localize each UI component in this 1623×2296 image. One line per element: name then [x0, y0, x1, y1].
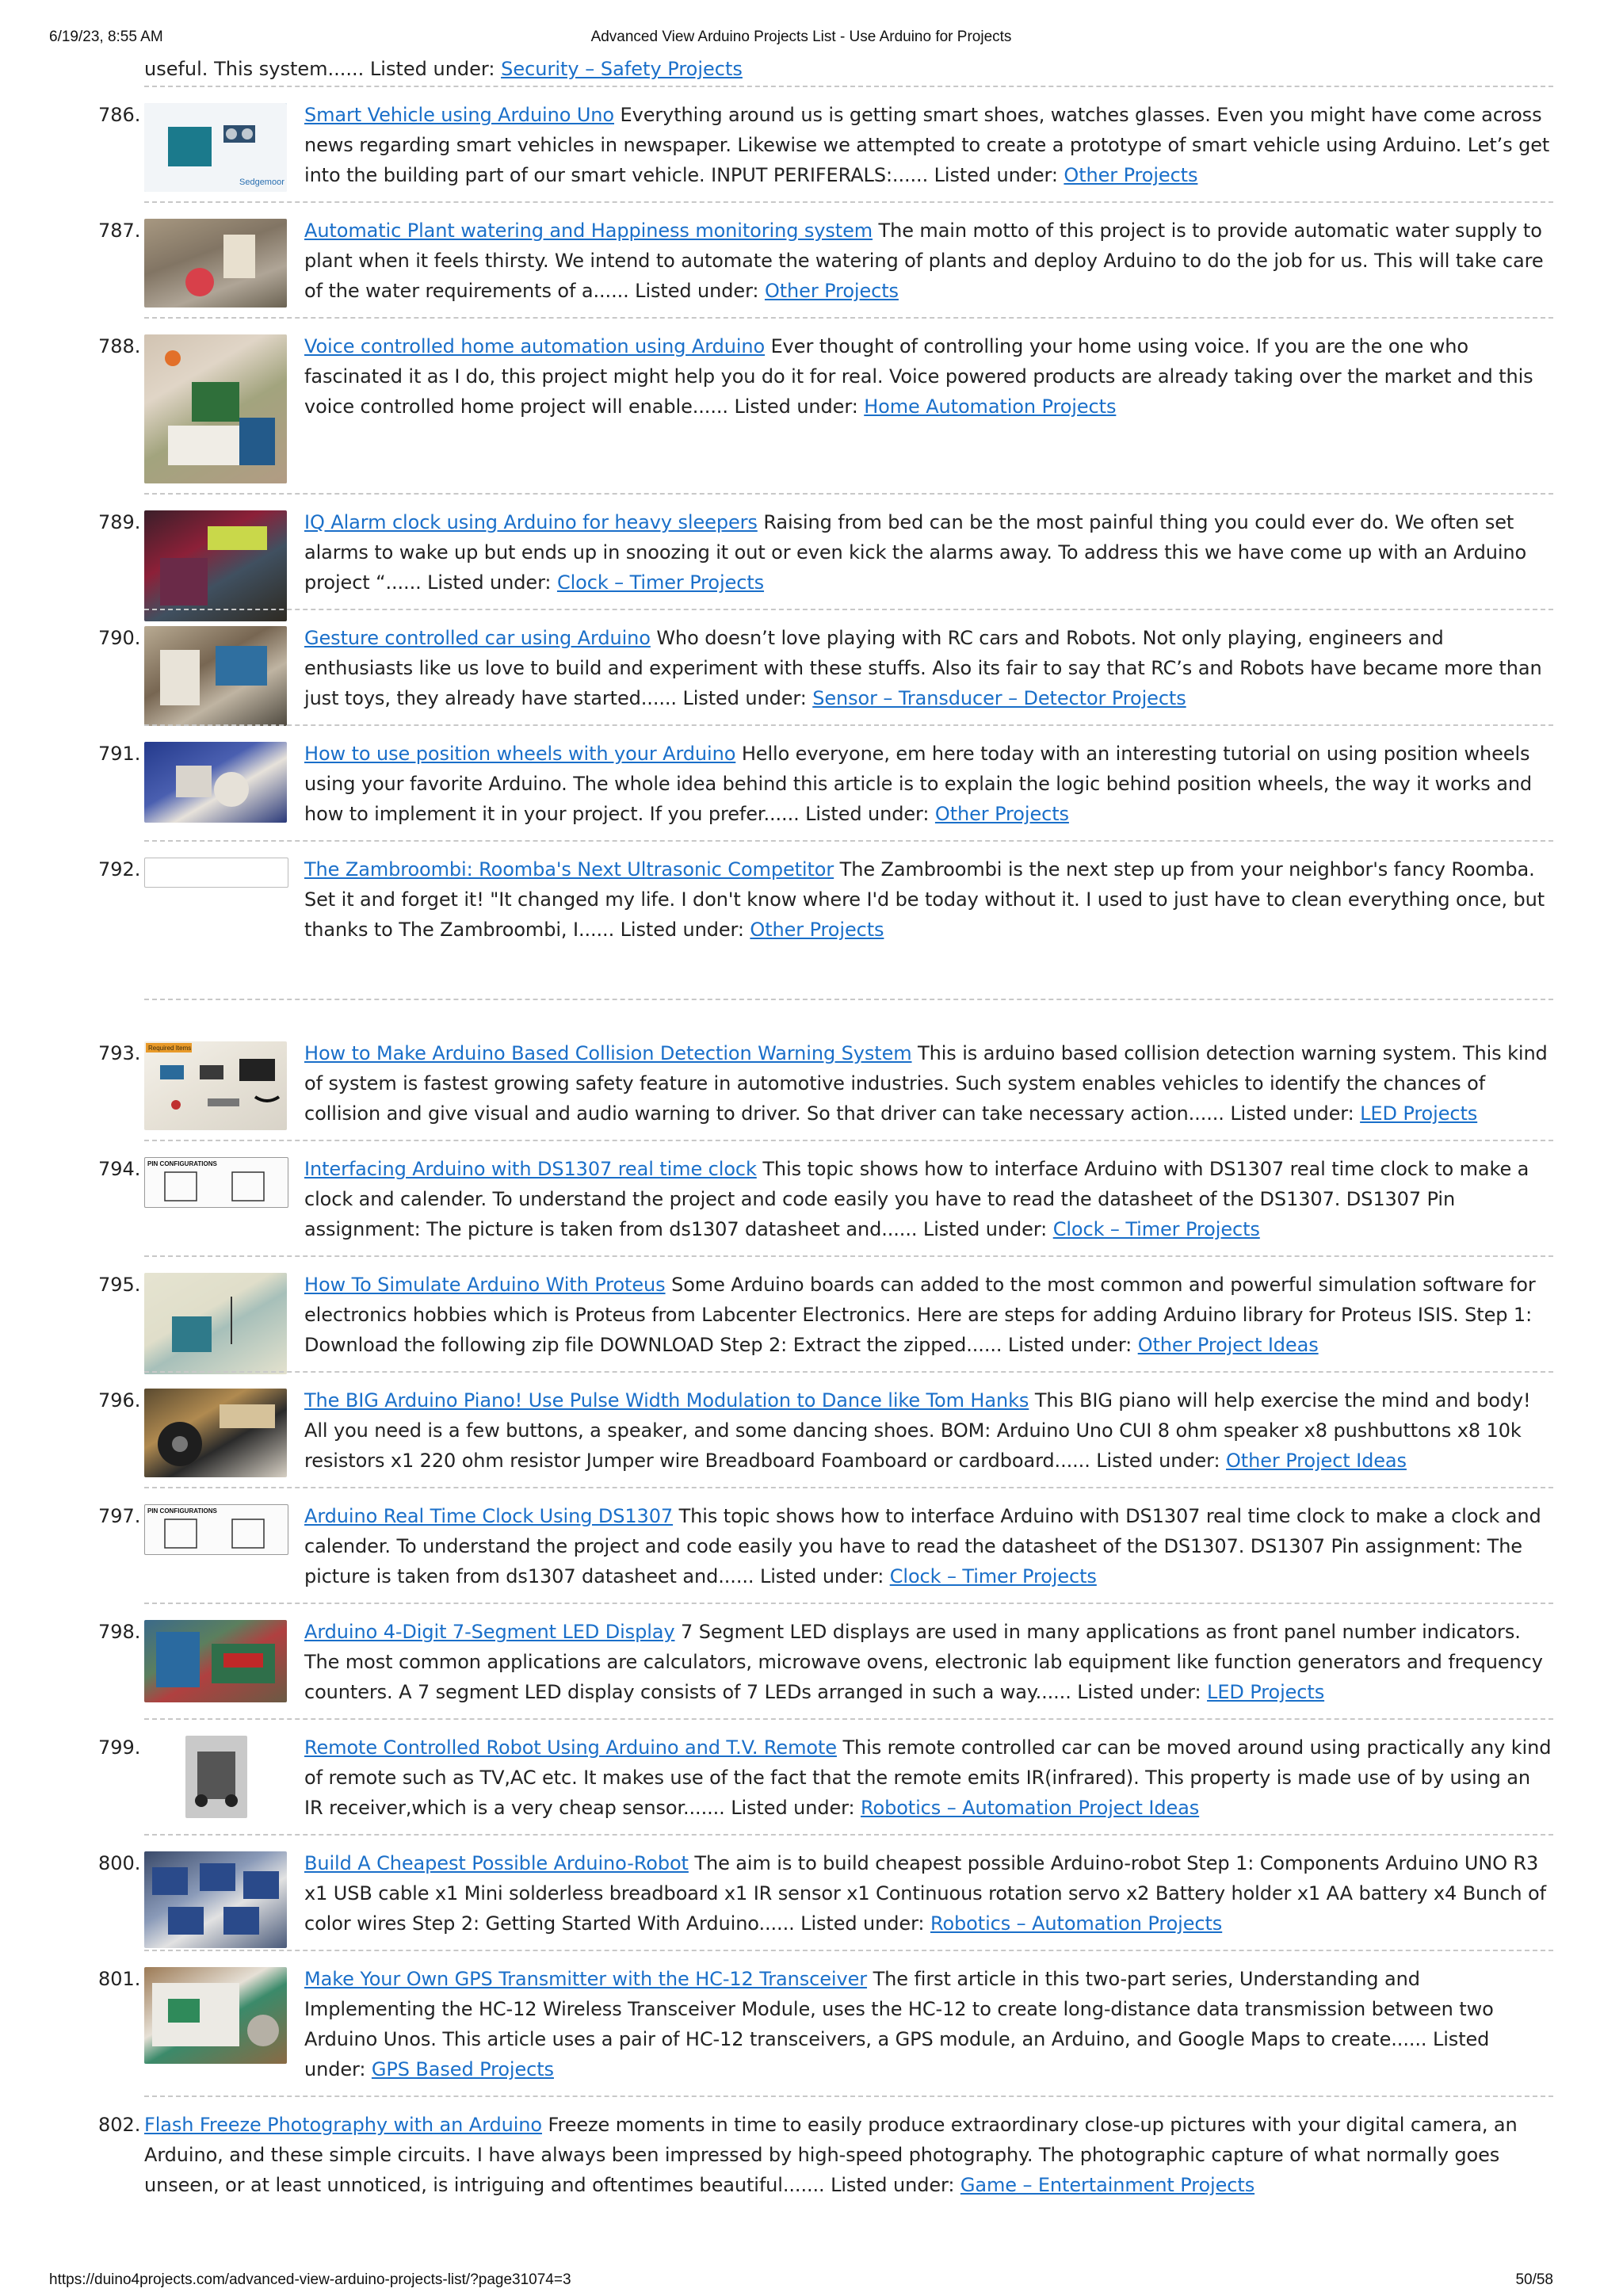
project-description: Some Arduino boards can added to the most common and powerful simulation software for electronics hobbies which is Proteus from Labcenter Electronics. Here are steps for adding Arduino library for Proteus ISIS. Step 1: Download the following zip file DOWNLOAD Step 2: Extract the zipped...... Listed under: — [304, 1274, 1536, 1356]
project-title-link[interactable]: Flash Freeze Photography with an Arduino — [144, 2114, 542, 2136]
item-text — [304, 1964, 1553, 2084]
item-number: 800. — [98, 1852, 141, 1874]
project-title-link[interactable]: Automatic Plant watering and Happiness monitoring system — [304, 220, 873, 242]
category-link[interactable]: Robotics – Automation Project Ideas — [861, 1797, 1200, 1819]
project-thumbnail[interactable] — [144, 1620, 287, 1702]
category-link[interactable]: Other Projects — [934, 803, 1069, 825]
item-number: 802. — [98, 2114, 141, 2136]
item-text — [304, 100, 1553, 190]
project-description: Raising from bed can be the most painful thing you could ever do. We often set alarms to wake up but ends up in snoozing it out or even kick the alarms away. To address this we have come up with an Arduino project “...... Listed under: — [304, 511, 1527, 594]
item-text — [304, 1154, 1553, 1244]
list-item — [98, 317, 1553, 493]
item-text — [304, 1270, 1553, 1360]
project-description: The Zambroombi is the next step up from your neighbor's fancy Roomba. Set it and forget it! "It changed my life. I don't know where I'd be today without it. I used to just have to clean everything once, but thanks to The Zambroombi, I...... Listed under: — [304, 858, 1545, 941]
item-number: 792. — [98, 858, 141, 881]
project-description: This is arduino based collision detection warning system. This kind of system is fastest growing safety feature in automotive industries. Such system enables vehicles to identify the chances of collision and give visual and audio warning to driver. So that driver can take necessary action...... Listed under: — [304, 1042, 1548, 1125]
item-number: 793. — [98, 1042, 141, 1064]
intro-continuation: useful. This system...... Listed under: Security – Safety Projects — [144, 58, 743, 80]
item-number: 797. — [98, 1505, 141, 1527]
item-text — [304, 331, 1553, 422]
project-description: The first article in this two-part series, Understanding and Implementing the HC-12 Wireless Transceiver Module, uses the HC-12 to create long-distance data transmission between two Arduino Unos. This article uses a pair of HC-12 transceivers, a GPS module, an Arduino, and Google Maps to create...... Listed under: — [304, 1968, 1494, 2080]
project-thumbnail[interactable] — [144, 1851, 287, 1948]
list-item — [98, 724, 1553, 840]
project-thumbnail[interactable] — [144, 1041, 287, 1130]
project-title-link[interactable]: Build A Cheapest Possible Arduino-Robot — [304, 1852, 689, 1874]
item-text — [304, 1733, 1553, 1823]
project-title-link[interactable]: Smart Vehicle using Arduino Uno — [304, 104, 615, 126]
item-number: 788. — [98, 335, 141, 357]
item-text — [144, 2110, 1553, 2200]
project-description: The main motto of this project is to provide automatic water supply to plant when it feels thirsty. We intend to automate the watering of plants and deploy Arduino to do the job for us. This will take care of the water requirements of a...... Listed under: — [304, 220, 1544, 302]
print-url: https://duino4projects.com/advanced-view-arduino-projects-list/?page31074=3 — [49, 2271, 571, 2288]
item-number: 791. — [98, 743, 141, 765]
item-number: 794. — [98, 1158, 141, 1180]
project-description: Everything around us is getting smart shoes, watches glasses. Even you might have come across news regarding smart vehicles in newspaper. Likewise we attempted to create a prototype of smart vehicle using Arduino. Let’s get into the building part of our smart vehicle. INPUT PERIFERALS:...... Listed under: — [304, 104, 1550, 186]
item-number: 786. — [98, 104, 141, 126]
print-title: Advanced View Arduino Projects List - Use Arduino for Projects — [590, 29, 1012, 45]
project-title-link[interactable]: How to use position wheels with your Arduino — [304, 743, 736, 765]
project-title-link[interactable]: Arduino 4-Digit 7-Segment LED Display — [304, 1621, 675, 1643]
item-number: 796. — [98, 1389, 141, 1412]
broken-image-icon[interactable] — [144, 858, 288, 888]
category-link[interactable]: Other Project Ideas — [1226, 1450, 1407, 1472]
item-number: 789. — [98, 511, 141, 533]
project-thumbnail[interactable] — [144, 1157, 288, 1208]
category-link[interactable]: Sensor – Transducer – Detector Projects — [812, 687, 1186, 709]
print-datetime: 6/19/23, 8:55 AM — [49, 29, 163, 45]
project-thumbnail[interactable] — [144, 1504, 288, 1555]
project-description: This topic shows how to interface Arduino with DS1307 real time clock to make a clock and calender. To understand the project and code easily you have to read the datasheet of the DS1307. DS1307 Pin assignment: The picture is taken from ds1307 datasheet and...... Listed under: — [304, 1158, 1529, 1240]
category-link[interactable]: Clock – Timer Projects — [889, 1565, 1097, 1587]
category-link[interactable]: Other Project Ideas — [1137, 1334, 1319, 1356]
category-link[interactable]: Clock – Timer Projects — [556, 571, 765, 594]
list-item — [98, 1834, 1553, 1950]
project-title-link[interactable]: The BIG Arduino Piano! Use Pulse Width Modulation to Dance like Tom Hanks — [304, 1389, 1029, 1412]
project-description: This remote controlled car can be moved around using practically any kind of remote such as TV,AC etc. It makes use of the fact that the remote emits IR(infrared). This property is made use of by using an IR receiver,which is a very cheap sensor....... Listed under: — [304, 1736, 1552, 1819]
item-text — [304, 739, 1553, 829]
item-text — [304, 1617, 1553, 1707]
project-description: Who doesn’t love playing with RC cars and Robots. Not only playing, engineers and enthusiasts like us love to build and experiment with these stuffs. Also its fair to say that RC’s and Robots have became more than just toys, they already have started...... Listed under: — [304, 627, 1542, 709]
list-item — [98, 1255, 1553, 1371]
project-title-link[interactable]: Make Your Own GPS Transmitter with the HC-12 Transceiver — [304, 1968, 868, 1990]
thumbnail-label: Required Items — [148, 1045, 192, 1052]
list-item — [98, 1487, 1553, 1603]
item-text — [304, 1848, 1553, 1939]
category-link[interactable]: Robotics – Automation Projects — [930, 1912, 1223, 1935]
project-thumbnail[interactable] — [144, 103, 287, 192]
project-title-link[interactable]: Remote Controlled Robot Using Arduino and T.V. Remote — [304, 1736, 837, 1759]
item-text — [304, 854, 1553, 945]
category-link[interactable]: Home Automation Projects — [864, 395, 1117, 418]
project-description: Hello everyone, em here today with an interesting tutorial on using position wheels using your favorite Arduino. The whole idea behind this article is to explain the logic behind position wheels, the way it works and how to implement it in your project. If you prefer...... Listed under: — [304, 743, 1533, 825]
project-title-link[interactable]: Voice controlled home automation using Arduino — [304, 335, 766, 357]
project-title-link[interactable]: How to Make Arduino Based Collision Detection Warning System — [304, 1042, 912, 1064]
list-item — [98, 609, 1553, 724]
project-thumbnail[interactable] — [144, 1967, 287, 2064]
category-link[interactable]: LED Projects — [1207, 1681, 1325, 1703]
project-title-link[interactable]: How To Simulate Arduino With Proteus — [304, 1274, 666, 1296]
page-counter: 50/58 — [1515, 2271, 1553, 2288]
project-description: This topic shows how to interface Arduino with DS1307 real time clock to make a clock and calender. To understand the project and code easily you have to read the datasheet of the DS1307. DS1307 Pin assignment: The picture is taken from ds1307 datasheet and...... Listed under: — [304, 1505, 1541, 1587]
list-item — [98, 2095, 1553, 2211]
project-thumbnail[interactable] — [144, 219, 287, 308]
project-thumbnail[interactable] — [144, 742, 287, 823]
project-description: The aim is to build cheapest possible Arduino-robot Step 1: Components Arduino UNO R3 x1 USB cable x1 Mini solderless breadboard x1 IR sensor x1 Continuous rotation servo x2 Battery holder x1 AA battery x4 Bunch of color wires Step 2: Getting Started With Arduino...... Listed under: — [304, 1852, 1546, 1935]
item-number: 798. — [98, 1621, 141, 1643]
thumbnail-label: PIN CONFIGURATIONS — [147, 1507, 217, 1515]
item-text — [304, 1038, 1553, 1129]
project-title-link[interactable]: Arduino Real Time Clock Using DS1307 — [304, 1505, 674, 1527]
list-item — [98, 201, 1553, 317]
project-thumbnail[interactable] — [144, 334, 287, 483]
item-text — [304, 507, 1553, 598]
list-item — [98, 1718, 1553, 1834]
project-title-link[interactable]: IQ Alarm clock using Arduino for heavy sleepers — [304, 511, 758, 533]
list-item — [98, 1950, 1553, 2095]
item-text — [304, 1385, 1553, 1476]
list-item — [98, 840, 1553, 999]
project-description: Ever thought of controlling your home using voice. If you are the one who fascinated it as I do, this project might help you do it for real. Voice powered products are already taking over the market and this voice controlled home project will enable...... Listed under: — [304, 335, 1533, 418]
project-thumbnail[interactable] — [144, 510, 287, 621]
category-link[interactable]: Other Projects — [750, 919, 884, 941]
list-item — [98, 999, 1553, 1140]
project-list — [98, 54, 1553, 2211]
item-text — [304, 1501, 1553, 1591]
thumbnail-label: PIN CONFIGURATIONS — [147, 1160, 217, 1167]
project-description: 7 Segment LED displays are used in many applications as front panel number indicators. The most common applications are calculators, microwave ovens, electronic lab equipment like function generators and frequency counters. A 7 segment LED display consists of 7 LEDs arranged in such a way...... Listed under: — [304, 1621, 1543, 1703]
item-number: 790. — [98, 627, 141, 649]
list-item — [98, 1603, 1553, 1718]
item-number: 795. — [98, 1274, 141, 1296]
item-text — [304, 623, 1553, 713]
item-number: 801. — [98, 1968, 141, 1990]
project-title-link[interactable]: Interfacing Arduino with DS1307 real time clock — [304, 1158, 757, 1180]
category-link[interactable]: LED Projects — [1360, 1102, 1478, 1125]
list-item — [98, 1371, 1553, 1487]
category-link[interactable]: GPS Based Projects — [371, 2058, 554, 2080]
item-number: 787. — [98, 220, 141, 242]
project-thumbnail[interactable] — [144, 1389, 287, 1477]
list-item — [98, 86, 1553, 201]
project-description: Freeze moments in time to easily produce extraordinary close-up pictures with your digital camera, an Arduino, and these simple circuits. I have always been impressed by high-speed photography. The photographic capture of what normally goes unseen, or at least unnoticed, is intriguing and oftentimes beautiful....... Listed under: — [144, 2114, 1518, 2196]
category-link[interactable]: Clock – Timer Projects — [1052, 1218, 1260, 1240]
project-thumbnail[interactable] — [144, 1273, 287, 1374]
thumbnail-label: Sedgemoor — [239, 178, 285, 187]
project-title-link[interactable]: Gesture controlled car using Arduino — [304, 627, 651, 649]
item-number: 799. — [98, 1736, 141, 1759]
category-link[interactable]: Security – Safety Projects — [501, 58, 743, 80]
list-item — [98, 1140, 1553, 1255]
project-description: This BIG piano will help exercise the mind and body! All you need is a few buttons, a speaker, and some dancing shoes. BOM: Arduino Uno CUI 8 ohm speaker x8 pushbuttons x8 10k resistors x1 220 ohm resistor Jumper wire Breadboard Foamboard or cardboard...... Listed under: — [304, 1389, 1531, 1472]
item-text — [304, 216, 1553, 306]
project-thumbnail[interactable] — [144, 626, 287, 726]
list-item — [98, 493, 1553, 609]
project-thumbnail[interactable] — [185, 1736, 247, 1818]
category-link[interactable]: Other Projects — [1064, 164, 1198, 186]
category-link[interactable]: Other Projects — [764, 280, 899, 302]
project-title-link[interactable]: The Zambroombi: Roomba's Next Ultrasonic Competitor — [304, 858, 834, 881]
category-link[interactable]: Game – Entertainment Projects — [960, 2174, 1255, 2196]
